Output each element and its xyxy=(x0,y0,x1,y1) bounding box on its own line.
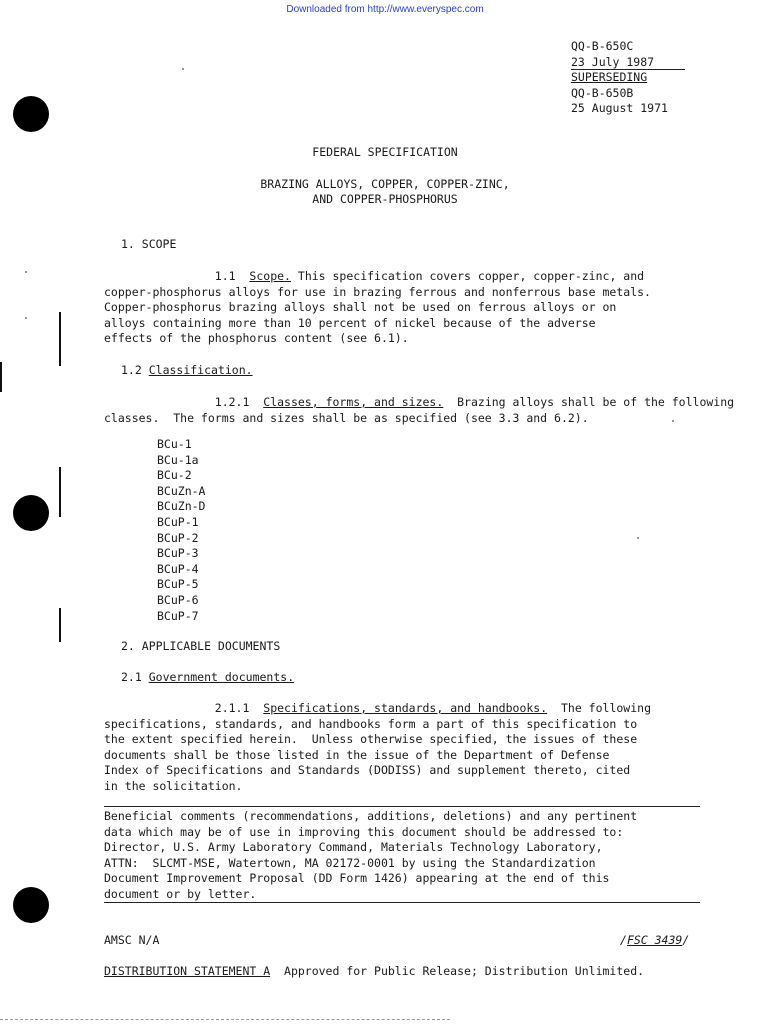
section-2-1 xyxy=(121,670,294,684)
comments-box-top-rule xyxy=(104,806,700,807)
alloy-class-list xyxy=(157,437,205,624)
list-item: BCuP-7 xyxy=(157,608,199,623)
text-line: documents shall be those listed in the issue of the Department of Defense xyxy=(104,747,610,762)
scan-speck xyxy=(672,420,674,422)
section-number: 1.2.1 xyxy=(214,395,250,409)
text-line: Beneficial comments (recommendations, additions, deletions) and any pertinent xyxy=(104,809,638,823)
section-number: 2.1.1 xyxy=(214,701,250,715)
list-item: BCuP-2 xyxy=(157,530,199,545)
binder-hole-bottom xyxy=(13,887,49,923)
header-underline xyxy=(571,69,685,70)
binder-hole-middle xyxy=(13,495,49,531)
scan-speck xyxy=(25,271,27,273)
section-1-1 xyxy=(104,269,704,347)
text-line: Copper-phosphorus brazing alloys shall not be used on ferrous alloys or on xyxy=(104,300,617,315)
text-line: copper-phosphorus alloys for use in brazing ferrous and nonferrous base metals. xyxy=(104,284,651,299)
section-1-2-heading: Classification. xyxy=(148,363,253,377)
section-1-2 xyxy=(121,363,253,377)
download-source-link[interactable]: Downloaded from http://www.everyspec.com xyxy=(286,4,484,15)
list-item: BCuZn-A xyxy=(157,483,206,498)
section-1-2-1 xyxy=(104,395,735,426)
section-2-heading: 2. APPLICABLE DOCUMENTS xyxy=(121,639,281,653)
list-item: BCu-1 xyxy=(157,437,192,451)
text-line: specifications, standards, and handbooks form a part of this specification to xyxy=(104,716,638,731)
section-number: 2.1 xyxy=(121,670,142,684)
distribution-label: DISTRIBUTION STATEMENT A xyxy=(104,964,271,978)
section-1-1-heading: Scope. xyxy=(249,269,291,283)
text-line: Brazing alloys shall be of the following xyxy=(443,395,735,409)
spec-title-line2: AND COPPER-PHOSPHORUS xyxy=(312,192,458,206)
list-item: BCu-2 xyxy=(157,468,192,483)
margin-mark xyxy=(59,467,61,517)
section-2-1-1 xyxy=(104,701,704,795)
margin-mark xyxy=(0,362,2,392)
document-header xyxy=(571,39,668,117)
fsc-code: /FSC 3439/ xyxy=(620,933,690,947)
text-line: Document Improvement Proposal (DD Form 1426) appearing at the end of this xyxy=(104,871,610,886)
superseding-label: SUPERSEDING xyxy=(571,70,648,84)
document-id: QQ-B-650C xyxy=(571,39,634,53)
list-item: BCuP-5 xyxy=(157,577,199,592)
section-1-heading: 1. SCOPE xyxy=(121,237,177,251)
text-line: The following xyxy=(547,701,651,715)
text-line: This specification covers copper, copper-zinc, and xyxy=(290,269,645,283)
list-item: BCuP-3 xyxy=(157,546,199,561)
text-line: Director, U.S. Army Laboratory Command, Materials Technology Laboratory, xyxy=(104,840,603,855)
text-line: Index of Specifications and Standards (DODISS) and supplement thereto, cited xyxy=(104,763,631,778)
distribution-statement xyxy=(104,964,644,978)
text-line: document or by letter. xyxy=(104,886,257,901)
text-line: in the solicitation. xyxy=(104,778,243,793)
section-2-1-1-heading: Specifications, standards, and handbooks. xyxy=(263,701,548,715)
text-line: alloys containing more than 10 percent of nickel because of the adverse xyxy=(104,315,596,330)
text-line: the extent specified herein. Unless otherwise specified, the issues of these xyxy=(104,732,638,747)
list-item: BCuP-4 xyxy=(157,561,199,576)
page-bottom-edge xyxy=(0,1019,450,1020)
binder-hole-top xyxy=(13,96,49,132)
list-item: BCu-1a xyxy=(157,452,199,467)
margin-mark xyxy=(59,312,61,366)
superseded-date: 25 August 1971 xyxy=(571,101,668,115)
scan-speck xyxy=(182,68,184,70)
amsc-code: AMSC N/A xyxy=(104,933,160,947)
text-line: effects of the phosphorus content (see 6.1). xyxy=(104,331,409,346)
section-2-1-heading: Government documents. xyxy=(148,670,295,684)
document-date: 23 July 1987 xyxy=(571,54,655,69)
comments-box-bottom-rule xyxy=(104,902,700,903)
text-line: ATTN: SLCMT-MSE, Watertown, MA 02172-0001 by using the Standardization xyxy=(104,855,596,870)
section-number: 1.1 xyxy=(214,269,236,283)
list-item: BCuZn-D xyxy=(157,499,206,514)
spec-title-line1: BRAZING ALLOYS, COPPER, COPPER-ZINC, xyxy=(260,177,510,191)
spec-type: FEDERAL SPECIFICATION xyxy=(312,145,458,159)
margin-mark xyxy=(59,608,61,642)
distribution-text: Approved for Public Release; Distribution Unlimited. xyxy=(270,964,645,978)
scan-speck xyxy=(637,537,639,539)
text-line: classes. The forms and sizes shall be as specified (see 3.3 and 6.2). xyxy=(104,410,589,425)
comments-box xyxy=(104,809,704,903)
text-line: data which may be of use in improving this document should be addressed to: xyxy=(104,824,624,839)
list-item: BCuP-6 xyxy=(157,592,199,607)
fsc-code-text: FSC 3439 xyxy=(626,933,683,947)
list-item: BCuP-1 xyxy=(157,514,199,529)
scan-speck xyxy=(25,317,27,319)
section-1-2-1-heading: Classes, forms, and sizes. xyxy=(263,395,444,409)
superseded-id: QQ-B-650B xyxy=(571,85,634,100)
section-number: 1.2 xyxy=(121,363,142,377)
